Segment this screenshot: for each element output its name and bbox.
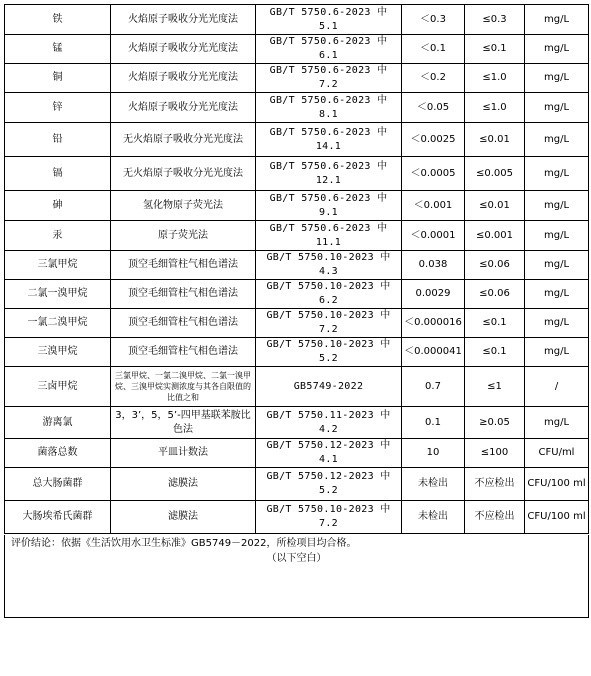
table-row <box>5 93 589 123</box>
limit-cell: ≤0.1 <box>465 35 525 64</box>
method-cell: 原子荧光法 <box>111 221 256 251</box>
limit-cell: ≤1.0 <box>465 93 525 123</box>
unit-cell: mg/L <box>525 338 589 367</box>
standard-cell: GB5749-2022 <box>256 367 402 407</box>
standard-cell: GB/T 5750.6-2023 中 9.1 <box>256 191 402 221</box>
standard-cell: GB/T 5750.12-2023 中 5.2 <box>256 468 402 501</box>
standard-cell: GB/T 5750.6-2023 中 12.1 <box>256 157 402 191</box>
limit-cell: 不应检出 <box>465 468 525 501</box>
table-row <box>5 251 589 280</box>
item-name: 二氯一溴甲烷 <box>5 280 111 309</box>
standard-cell: GB/T 5750.6-2023 中 8.1 <box>256 93 402 123</box>
result-cell: 未检出 <box>402 468 465 501</box>
item-name: 铅 <box>5 123 111 157</box>
limit-cell: ≤1.0 <box>465 64 525 93</box>
standard-cell: GB/T 5750.6-2023 中 11.1 <box>256 221 402 251</box>
table-row <box>5 35 589 64</box>
result-cell: ＜0.05 <box>402 93 465 123</box>
table-row <box>5 280 589 309</box>
limit-cell: ≤0.06 <box>465 280 525 309</box>
method-cell: 顶空毛细管柱气相色谱法 <box>111 309 256 338</box>
method-cell: 顶空毛细管柱气相色谱法 <box>111 280 256 309</box>
table-row <box>5 64 589 93</box>
item-name: 锰 <box>5 35 111 64</box>
method-cell: 滤膜法 <box>111 468 256 501</box>
limit-cell: ≤0.06 <box>465 251 525 280</box>
table-row <box>5 157 589 191</box>
limit-cell: ≤0.005 <box>465 157 525 191</box>
unit-cell: CFU/100 ml <box>525 468 589 501</box>
result-cell: ＜0.0005 <box>402 157 465 191</box>
limit-cell: ≤1 <box>465 367 525 407</box>
table-row <box>5 407 589 439</box>
method-cell: 顶空毛细管柱气相色谱法 <box>111 251 256 280</box>
item-name: 大肠埃希氏菌群 <box>5 501 111 534</box>
table-row <box>5 191 589 221</box>
evaluation-conclusion: 评价结论：依据《生活饮用水卫生标准》GB5749－2022，所检项目均合格。 <box>11 538 357 549</box>
method-cell: 无火焰原子吸收分光光度法 <box>111 157 256 191</box>
limit-cell: 不应检出 <box>465 501 525 534</box>
standard-cell: GB/T 5750.10-2023 中 7.2 <box>256 309 402 338</box>
method-cell: 火焰原子吸收分光光度法 <box>111 64 256 93</box>
result-cell: ＜0.0025 <box>402 123 465 157</box>
limit-cell: ≤0.001 <box>465 221 525 251</box>
standard-cell: GB/T 5750.6-2023 中 14.1 <box>256 123 402 157</box>
item-name: 镉 <box>5 157 111 191</box>
unit-cell: CFU/100 ml <box>525 501 589 534</box>
unit-cell: CFU/ml <box>525 439 589 468</box>
conclusion-box <box>4 535 589 618</box>
limit-cell: ≤0.3 <box>465 5 525 35</box>
method-cell: 顶空毛细管柱气相色谱法 <box>111 338 256 367</box>
unit-cell: mg/L <box>525 191 589 221</box>
method-cell: 三氯甲烷、一氯二溴甲烷、二氯一溴甲烷、三溴甲烷实测浓度与其各自限值的比值之和 <box>111 367 256 407</box>
method-cell: 滤膜法 <box>111 501 256 534</box>
table-row <box>5 439 589 468</box>
item-name: 游离氯 <box>5 407 111 439</box>
result-cell: ＜0.3 <box>402 5 465 35</box>
standard-cell: GB/T 5750.6-2023 中 6.1 <box>256 35 402 64</box>
result-cell: 0.1 <box>402 407 465 439</box>
method-cell: 平皿计数法 <box>111 439 256 468</box>
item-name: 锌 <box>5 93 111 123</box>
item-name: 铜 <box>5 64 111 93</box>
limit-cell: ≤100 <box>465 439 525 468</box>
item-name: 一氯二溴甲烷 <box>5 309 111 338</box>
item-name: 三氯甲烷 <box>5 251 111 280</box>
unit-cell: mg/L <box>525 251 589 280</box>
item-name: 菌落总数 <box>5 439 111 468</box>
standard-cell: GB/T 5750.6-2023 中 5.1 <box>256 5 402 35</box>
standard-cell: GB/T 5750.10-2023 中 7.2 <box>256 501 402 534</box>
unit-cell: mg/L <box>525 123 589 157</box>
method-cell: 火焰原子吸收分光光度法 <box>111 93 256 123</box>
result-cell: 10 <box>402 439 465 468</box>
table-row <box>5 468 589 501</box>
results-table <box>4 4 589 534</box>
item-name: 砷 <box>5 191 111 221</box>
limit-cell: ≥0.05 <box>465 407 525 439</box>
table-row <box>5 367 589 407</box>
table-row <box>5 309 589 338</box>
table-row <box>5 5 589 35</box>
limit-cell: ≤0.01 <box>465 191 525 221</box>
result-cell: 未检出 <box>402 501 465 534</box>
limit-cell: ≤0.01 <box>465 123 525 157</box>
method-cell: 氢化物原子荧光法 <box>111 191 256 221</box>
unit-cell: mg/L <box>525 221 589 251</box>
item-name: 总大肠菌群 <box>5 468 111 501</box>
unit-cell: mg/L <box>525 407 589 439</box>
standard-cell: GB/T 5750.11-2023 中 4.2 <box>256 407 402 439</box>
standard-cell: GB/T 5750.6-2023 中 7.2 <box>256 64 402 93</box>
limit-cell: ≤0.1 <box>465 338 525 367</box>
method-cell: 3，3’，5，5’-四甲基联苯胺比色法 <box>111 407 256 439</box>
unit-cell: mg/L <box>525 5 589 35</box>
method-cell: 火焰原子吸收分光光度法 <box>111 35 256 64</box>
item-name: 三溴甲烷 <box>5 338 111 367</box>
result-cell: ＜0.000041 <box>402 338 465 367</box>
limit-cell: ≤0.1 <box>465 309 525 338</box>
blank-below-note: （以下空白） <box>266 553 327 564</box>
table-row <box>5 123 589 157</box>
result-cell: ＜0.0001 <box>402 221 465 251</box>
unit-cell: mg/L <box>525 35 589 64</box>
unit-cell: mg/L <box>525 280 589 309</box>
unit-cell: mg/L <box>525 157 589 191</box>
table-row <box>5 221 589 251</box>
result-cell: ＜0.1 <box>402 35 465 64</box>
result-cell: ＜0.000016 <box>402 309 465 338</box>
table-row <box>5 338 589 367</box>
result-cell: 0.038 <box>402 251 465 280</box>
result-cell: ＜0.001 <box>402 191 465 221</box>
method-cell: 无火焰原子吸收分光光度法 <box>111 123 256 157</box>
method-cell: 火焰原子吸收分光光度法 <box>111 5 256 35</box>
item-name: 汞 <box>5 221 111 251</box>
standard-cell: GB/T 5750.12-2023 中 4.1 <box>256 439 402 468</box>
unit-cell: mg/L <box>525 309 589 338</box>
item-name: 铁 <box>5 5 111 35</box>
table-row <box>5 501 589 534</box>
unit-cell: mg/L <box>525 64 589 93</box>
standard-cell: GB/T 5750.10-2023 中 4.3 <box>256 251 402 280</box>
item-name: 三卤甲烷 <box>5 367 111 407</box>
standard-cell: GB/T 5750.10-2023 中 6.2 <box>256 280 402 309</box>
result-cell: ＜0.2 <box>402 64 465 93</box>
unit-cell: mg/L <box>525 93 589 123</box>
result-cell: 0.0029 <box>402 280 465 309</box>
unit-cell: / <box>525 367 589 407</box>
result-cell: 0.7 <box>402 367 465 407</box>
standard-cell: GB/T 5750.10-2023 中 5.2 <box>256 338 402 367</box>
